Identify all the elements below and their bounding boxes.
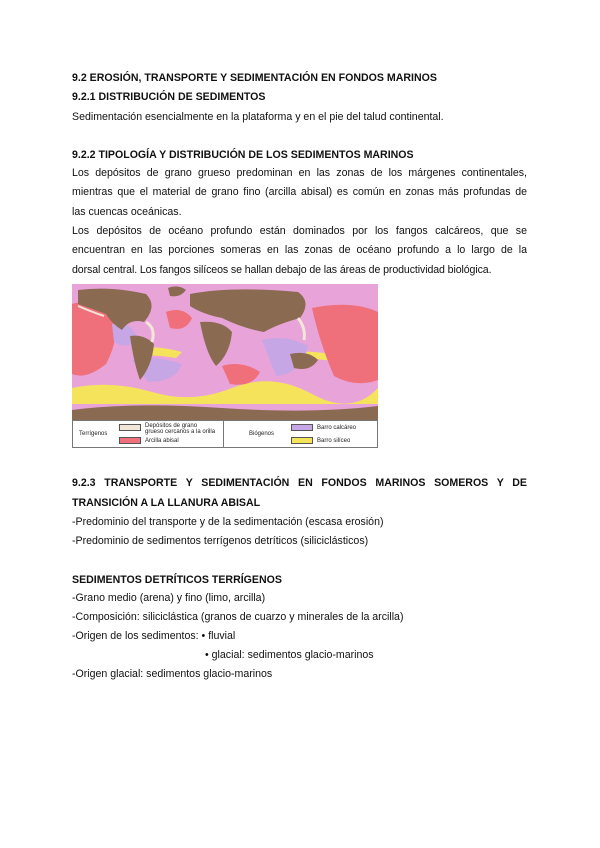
- list-item: -Origen glacial: sedimentos glacio-marinos: [72, 668, 273, 680]
- legend-clay-label: Arcilla abisal: [145, 438, 179, 444]
- map-legend: [72, 420, 378, 448]
- paragraph-line: dorsal central. Los fangos silíceos se hallan debajo de las áreas de productividad biológica.: [72, 264, 492, 276]
- legend-siliceous-swatch: [291, 437, 313, 444]
- section-heading-9-2: 9.2 EROSIÓN, TRANSPORTE Y SEDIMENTACIÓN EN FONDOS MARINOS: [72, 72, 437, 84]
- sediment-map-figure: [72, 284, 378, 448]
- legend-divider: [223, 421, 224, 447]
- legend-calcareous-label: Barro calcáreo: [317, 425, 357, 431]
- legend-coarse-swatch: [119, 424, 141, 431]
- list-item-sub: • glacial: sedimentos glacio-marinos: [205, 649, 374, 661]
- list-item: -Predominio del transporte y de la sedimentación (escasa erosión): [72, 516, 384, 528]
- paragraph-line: mientras que el material de grano fino (arcilla abisal) es común en zonas más profundas de: [72, 186, 527, 198]
- world-sediment-map: [72, 284, 378, 420]
- legend-clay-swatch: [119, 437, 141, 444]
- legend-coarse-label-2: grueso cercanos a la orilla: [145, 429, 216, 435]
- legend-terrigenous-label: Terrígenos: [79, 431, 108, 437]
- paragraph-distribution: Sedimentación esencialmente en la plataforma y en el pie del talud continental.: [72, 111, 444, 123]
- list-item: -Grano medio (arena) y fino (limo, arcilla): [72, 592, 266, 604]
- section-heading-9-2-3: 9.2.3 TRANSPORTE Y SEDIMENTACIÓN EN FONDOS MARINOS SOMEROS Y DE: [72, 477, 527, 489]
- list-item: -Composición: siliciclástica (granos de cuarzo y minerales de la arcilla): [72, 611, 404, 623]
- section-heading-9-2-1: 9.2.1 DISTRIBUCIÓN DE SEDIMENTOS: [72, 91, 266, 103]
- paragraph-line: Los depósitos de grano grueso predominan en las zonas de los márgenes continentales,: [72, 167, 527, 179]
- paragraph-line: las cuencas oceánicas.: [72, 206, 182, 218]
- legend-coarse-label-1: Depósitos de grano: [145, 423, 198, 429]
- list-item: -Origen de los sedimentos: • fluvial: [72, 630, 236, 642]
- paragraph-line: encuentran en las porciones someras en las zonas de océano profundo a lo largo de la: [72, 244, 527, 256]
- paragraph-line: Los depósitos de océano profundo están dominados por los fangos calcáreos, que se: [72, 225, 527, 237]
- section-heading-9-2-2: 9.2.2 TIPOLOGÍA Y DISTRIBUCIÓN DE LOS SEDIMENTOS MARINOS: [72, 149, 414, 161]
- list-item: -Predominio de sedimentos terrígenos detríticos (siliciclásticos): [72, 535, 369, 547]
- section-heading-9-2-3-cont: TRANSICIÓN A LA LLANURA ABISAL: [72, 497, 261, 509]
- legend-biogenic-label: Biógenos: [249, 431, 275, 437]
- legend-siliceous-label: Barro silíceo: [317, 438, 351, 444]
- legend-calcareous-swatch: [291, 424, 313, 431]
- detritic-heading: SEDIMENTOS DETRÍTICOS TERRÍGENOS: [72, 574, 282, 586]
